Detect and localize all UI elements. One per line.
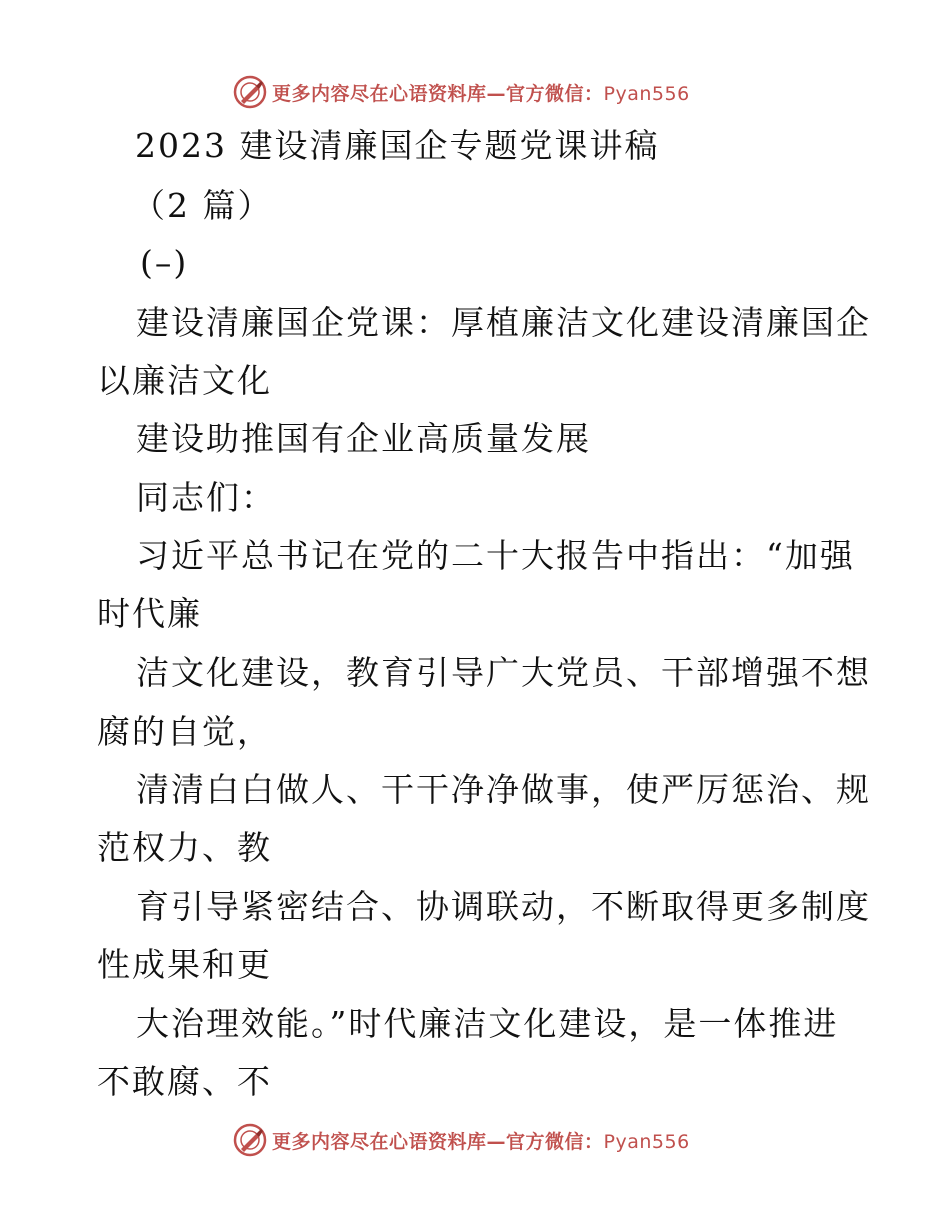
watermark-wechat-id: Pyan556: [603, 1130, 690, 1153]
pen-logo-icon: [232, 74, 268, 110]
body-line: 清清白白做人、干干净净做事，使严厉惩治、规: [136, 770, 871, 809]
body-line: 大治理效能。”时代廉洁文化建设，是一体推进: [136, 1004, 839, 1043]
body-line: 以廉洁文化: [97, 361, 272, 400]
body-line: 建设助推国有企业高质量发展: [136, 419, 591, 458]
body-line: 性成果和更: [97, 945, 272, 984]
watermark-footer: [232, 1120, 690, 1160]
body-line: 建设清廉国企党课：厚植廉洁文化建设清廉国企: [136, 303, 871, 342]
watermark-text: 更多内容尽在心语资料库—官方微信：Pyan556: [272, 82, 690, 105]
body-line: 洁文化建设，教育引导广大党员、干部增强不想: [136, 653, 871, 692]
body-line: 不敢腐、不: [97, 1062, 272, 1101]
body-line: 同志们：: [136, 478, 276, 517]
document-subtitle: （2 篇）: [132, 186, 273, 225]
watermark-header: [232, 72, 690, 112]
document-title: 2023 建设清廉国企专题党课讲稿: [135, 126, 660, 165]
body-line: 习近平总书记在党的二十大报告中指出：“加强: [136, 536, 855, 575]
section-marker: (–): [140, 243, 189, 282]
body-line: 腐的自觉，: [97, 712, 272, 751]
pen-logo-icon: [232, 1122, 268, 1158]
watermark-wechat-id: Pyan556: [603, 82, 690, 105]
body-line: 育引导紧密结合、协调联动，不断取得更多制度: [136, 887, 871, 926]
watermark-text: 更多内容尽在心语资料库—官方微信：Pyan556: [272, 1130, 690, 1153]
body-line: 时代廉: [97, 594, 202, 633]
body-line: 范权力、教: [97, 828, 272, 867]
